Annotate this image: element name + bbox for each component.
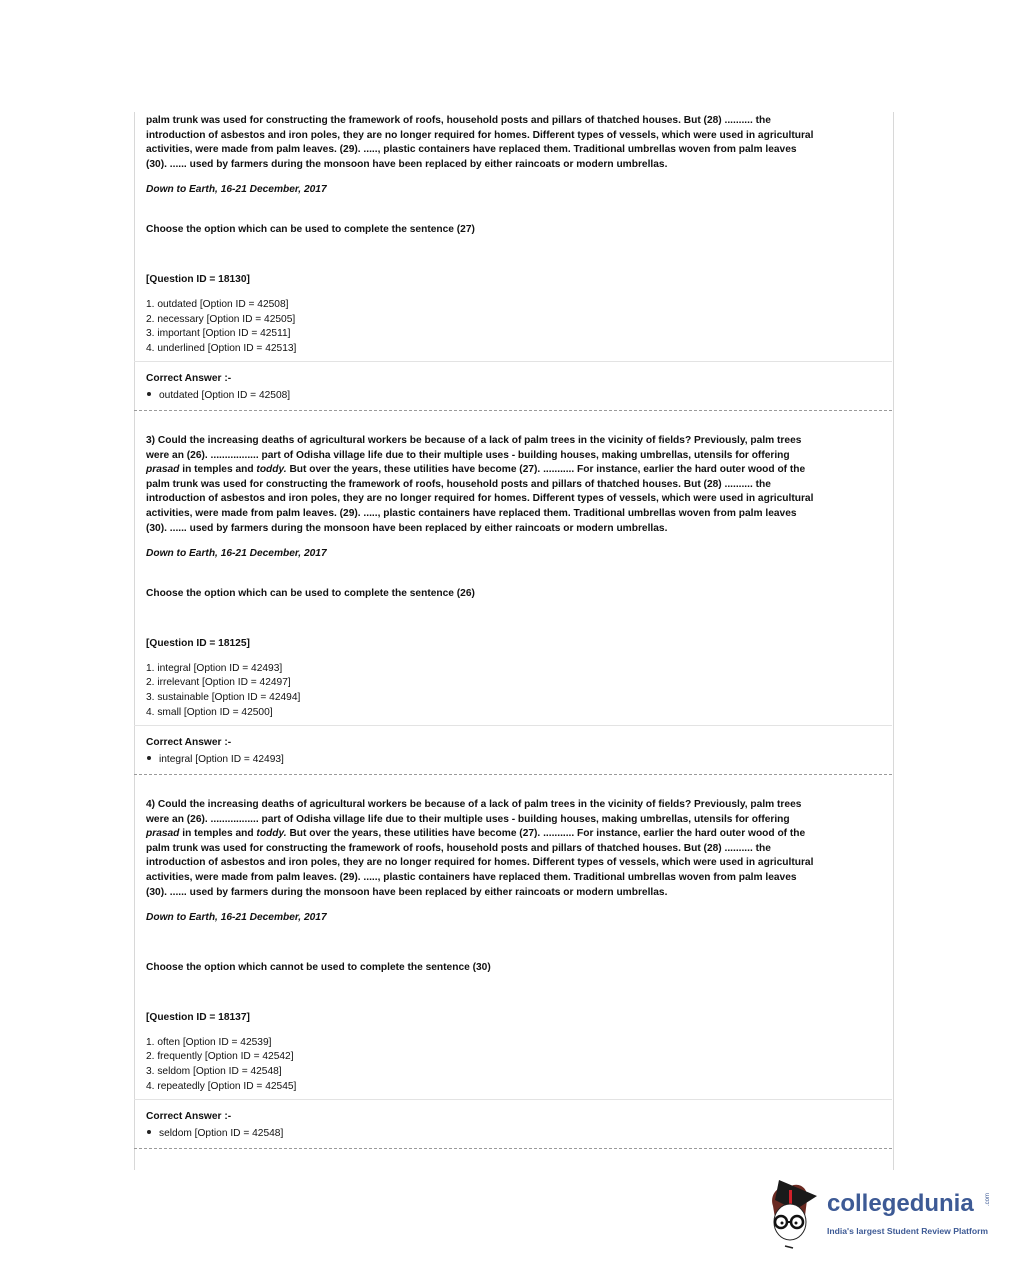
logo-tagline: India's largest Student Review Platform xyxy=(827,1226,989,1236)
passage-text: But over the years, these utilities have become (27). ........... For instance, earlier the hard outer wood of the xyxy=(286,464,806,476)
passage-text: (30). ...... used by farmers during the monsoon have been replaced by either raincoats or modern umbrellas. xyxy=(146,522,668,534)
question-separator xyxy=(134,1148,892,1149)
logo-wordmark: collegedunia xyxy=(827,1190,974,1217)
correct-answer-text: seldom [Option ID = 42548] xyxy=(159,1127,284,1139)
correct-answer-text: outdated [Option ID = 42508] xyxy=(159,389,291,401)
passage-line xyxy=(146,492,813,506)
italic-term: toddy. xyxy=(256,464,287,476)
passage-line xyxy=(146,507,797,521)
passage-line xyxy=(146,434,801,448)
passage-source: Down to Earth, 16-21 December, 2017 xyxy=(146,911,327,923)
passage-text: in temples and xyxy=(179,464,257,476)
passage-line xyxy=(146,114,771,128)
question-id: [Question ID = 18125] xyxy=(146,637,250,649)
passage-source: Down to Earth, 16-21 December, 2017 xyxy=(146,547,327,559)
passage-text: introduction of asbestos and iron poles, they are no longer required for homes. Different types of vessels, which were used in agricultural xyxy=(146,129,814,141)
logo-suffix: .com xyxy=(985,1192,991,1206)
passage-line xyxy=(146,478,771,492)
correct-answer xyxy=(146,753,284,767)
answer-option[interactable]: 1. often [Option ID = 42539] xyxy=(146,1036,272,1048)
passage-line xyxy=(146,158,667,172)
passage-line xyxy=(146,522,667,536)
answer-option[interactable]: 1. integral [Option ID = 42493] xyxy=(146,662,283,674)
passage-text: palm trunk was used for constructing the framework of roofs, household posts and pillars of thatched houses. But (28) .......... the xyxy=(146,115,771,126)
passage-text: introduction of asbestos and iron poles, they are no longer required for homes. Different types of vessels, which were used in agricultural xyxy=(146,493,814,505)
question-id: [Question ID = 18137] xyxy=(146,1011,250,1023)
correct-answer xyxy=(146,1127,283,1141)
answer-option[interactable]: 2. irrelevant [Option ID = 42497] xyxy=(146,677,291,689)
passage-line xyxy=(146,463,805,477)
answer-option[interactable]: 4. repeatedly [Option ID = 42545] xyxy=(146,1080,297,1092)
answer-option[interactable]: 4. underlined [Option ID = 42513] xyxy=(146,343,297,354)
italic-term: prasad xyxy=(146,828,180,840)
italic-term: toddy. xyxy=(256,828,287,840)
correct-answer xyxy=(146,389,290,403)
answer-option[interactable]: 4. small [Option ID = 42500] xyxy=(146,706,273,718)
passage-text: activities, were made from palm leaves. (29). ....., plastic containers have replaced them. Traditional umbrellas woven from palm leaves xyxy=(146,508,797,519)
question-prompt: Choose the option which cannot be used to complete the sentence (30) xyxy=(146,961,491,973)
passage-line xyxy=(146,886,667,900)
question-prompt: Choose the option which can be used to complete the sentence (26) xyxy=(146,587,475,599)
section-divider xyxy=(134,1099,892,1100)
section-divider xyxy=(134,361,892,362)
passage-line xyxy=(146,798,801,812)
passage-source: Down to Earth, 16-21 December, 2017 xyxy=(146,183,327,195)
passage-text: activities, were made from palm leaves. (29). ....., plastic containers have replaced them. Traditional umbrellas woven from palm leaves xyxy=(146,872,797,883)
passage-line xyxy=(146,871,797,885)
italic-term: prasad xyxy=(146,464,180,476)
correct-answer-label: Correct Answer :- xyxy=(146,736,232,748)
passage-text: introduction of asbestos and iron poles, they are no longer required for homes. Different types of vessels, which were used in agricultural xyxy=(146,857,814,869)
collegedunia-logo xyxy=(765,1176,1005,1256)
passage-line xyxy=(146,856,813,870)
answer-option[interactable]: 1. outdated [Option ID = 42508] xyxy=(146,298,289,310)
passage-text: in temples and xyxy=(179,828,257,840)
passage-line xyxy=(146,842,771,856)
correct-answer-text: integral [Option ID = 42493] xyxy=(159,753,284,765)
correct-answer-label: Correct Answer :- xyxy=(146,1110,232,1122)
bullet-icon xyxy=(147,392,151,396)
passage-line xyxy=(146,129,813,143)
answer-option[interactable]: 3. important [Option ID = 42511] xyxy=(146,328,291,340)
passage-line xyxy=(146,827,805,841)
passage-text: were an (26). ................. part of Odisha village life due to their multiple uses - building houses, making umbrellas, utensils for offering xyxy=(146,813,790,825)
passage-text: (30). ...... used by farmers during the monsoon have been replaced by either raincoats or modern umbrellas. xyxy=(146,158,668,170)
question-separator xyxy=(134,774,892,775)
bullet-icon xyxy=(147,1130,151,1134)
question-prompt: Choose the option which can be used to complete the sentence (27) xyxy=(146,223,475,235)
answer-option[interactable]: 2. necessary [Option ID = 42505] xyxy=(146,313,296,325)
question-separator xyxy=(134,410,892,411)
passage-text: (30). ...... used by farmers during the monsoon have been replaced by either raincoats or modern umbrellas. xyxy=(146,886,668,898)
passage-text: were an (26). ................. part of Odisha village life due to their multiple uses - building houses, making umbrellas, utensils for offering xyxy=(146,449,790,461)
section-divider xyxy=(134,725,892,726)
question-id: [Question ID = 18130] xyxy=(146,273,250,285)
passage-text: But over the years, these utilities have become (27). ........... For instance, earlier the hard outer wood of the xyxy=(286,828,806,840)
passage-text: 4) Could the increasing deaths of agricultural workers be because of a lack of palm trees in the vicinity of fields? Previously, palm trees xyxy=(146,799,802,810)
passage-text: palm trunk was used for constructing the framework of roofs, household posts and pillars of thatched houses. But (28) .......... the xyxy=(146,478,771,490)
answer-option[interactable]: 2. frequently [Option ID = 42542] xyxy=(146,1051,294,1063)
passage-line xyxy=(146,449,790,463)
answer-option[interactable]: 3. seldom [Option ID = 42548] xyxy=(146,1066,282,1078)
mascot-icon xyxy=(765,1176,825,1254)
passage-line xyxy=(146,143,797,157)
bullet-icon xyxy=(147,756,151,760)
correct-answer-label: Correct Answer :- xyxy=(146,372,232,384)
passage-text: palm trunk was used for constructing the framework of roofs, household posts and pillars of thatched houses. But (28) .......... the xyxy=(146,842,771,854)
passage-text: 3) Could the increasing deaths of agricultural workers be because of a lack of palm trees in the vicinity of fields? Previously, palm trees xyxy=(146,435,802,446)
passage-line xyxy=(146,813,790,827)
passage-text: activities, were made from palm leaves. (29). ....., plastic containers have replaced them. Traditional umbrellas woven from palm leaves xyxy=(146,144,797,156)
answer-option[interactable]: 3. sustainable [Option ID = 42494] xyxy=(146,692,301,704)
